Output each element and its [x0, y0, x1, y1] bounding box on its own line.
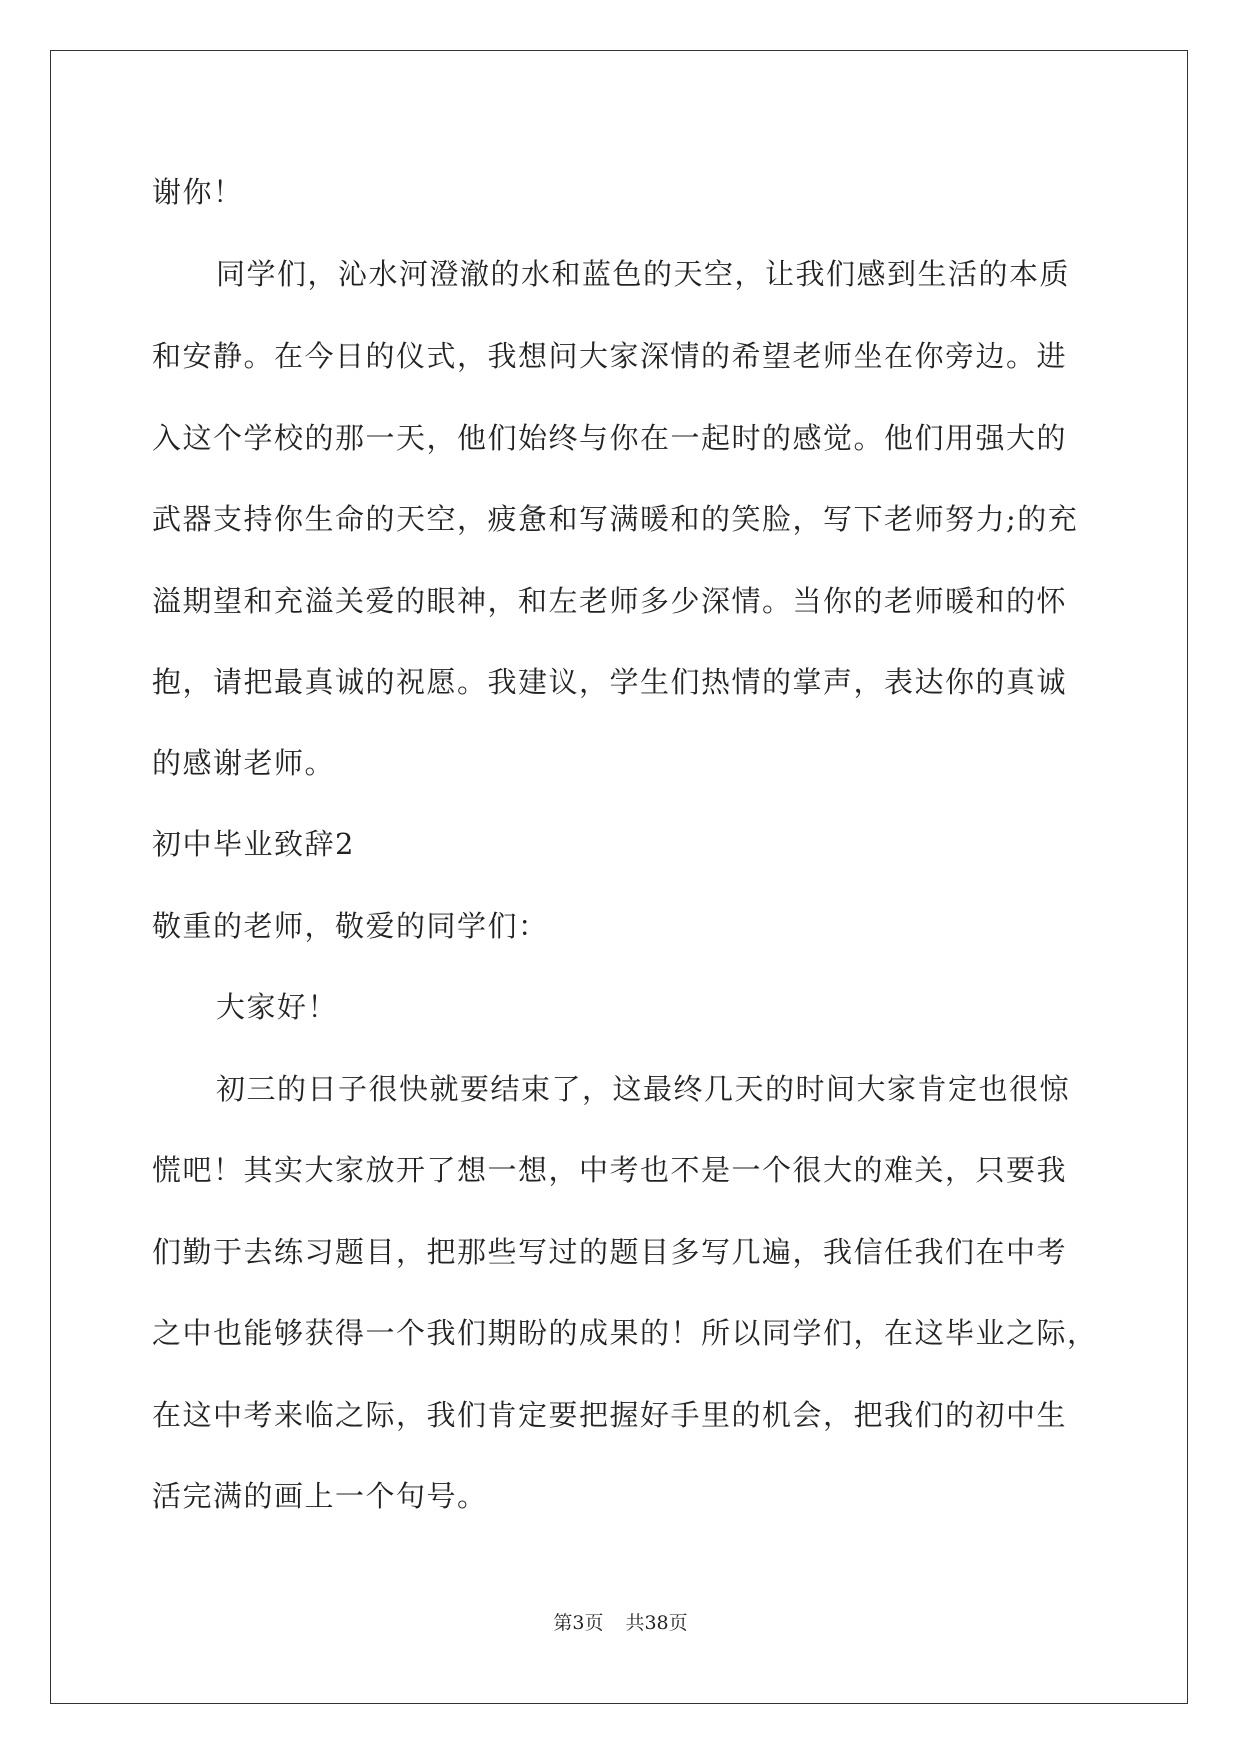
total-pages: 共38页 [625, 1612, 688, 1634]
salutation: 敬重的老师，敬爱的同学们： [152, 909, 549, 943]
text-line: 之中也能够获得一个我们期盼的成果的！所以同学们，在这毕业之际， [152, 1316, 1098, 1350]
text-line: 的感谢老师。 [152, 746, 336, 780]
section-heading: 初中毕业致辞2 [152, 827, 355, 861]
text-line: 入这个学校的那一天，他们始终与你在一起时的感觉。他们用强大的 [152, 421, 1068, 455]
text-line: 活完满的画上一个句号。 [152, 1479, 488, 1513]
text-line: 同学们，沁水河澄澈的水和蓝色的天空，让我们感到生活的本质 [216, 257, 1071, 291]
text-line: 武器支持你生命的天空，疲惫和写满暖和的笑脸，写下老师努力;的充 [152, 502, 1079, 536]
text-line: 初三的日子很快就要结束了，这最终几天的时间大家肯定也很惊 [216, 1072, 1071, 1106]
text-line: 谢你！ [152, 175, 244, 209]
text-line: 们勤于去练习题目，把那些写过的题目多写几遍，我信任我们在中考 [152, 1235, 1068, 1269]
text-line: 溢期望和充溢关爱的眼神，和左老师多少深情。当你的老师暖和的怀 [152, 584, 1068, 618]
page-number: 第3页 [553, 1612, 604, 1634]
page-footer [0, 1611, 1241, 1635]
text-line: 抱，请把最真诚的祝愿。我建议，学生们热情的掌声，表达你的真诚 [152, 665, 1068, 699]
greeting: 大家好！ [216, 990, 339, 1024]
text-line: 慌吧！其实大家放开了想一想，中考也不是一个很大的难关，只要我 [152, 1153, 1068, 1187]
text-line: 和安静。在今日的仪式，我想问大家深情的希望老师坐在你旁边。进 [152, 339, 1068, 373]
text-line: 在这中考来临之际，我们肯定要把握好手里的机会，把我们的初中生 [152, 1398, 1068, 1432]
page-border [50, 50, 1188, 1704]
